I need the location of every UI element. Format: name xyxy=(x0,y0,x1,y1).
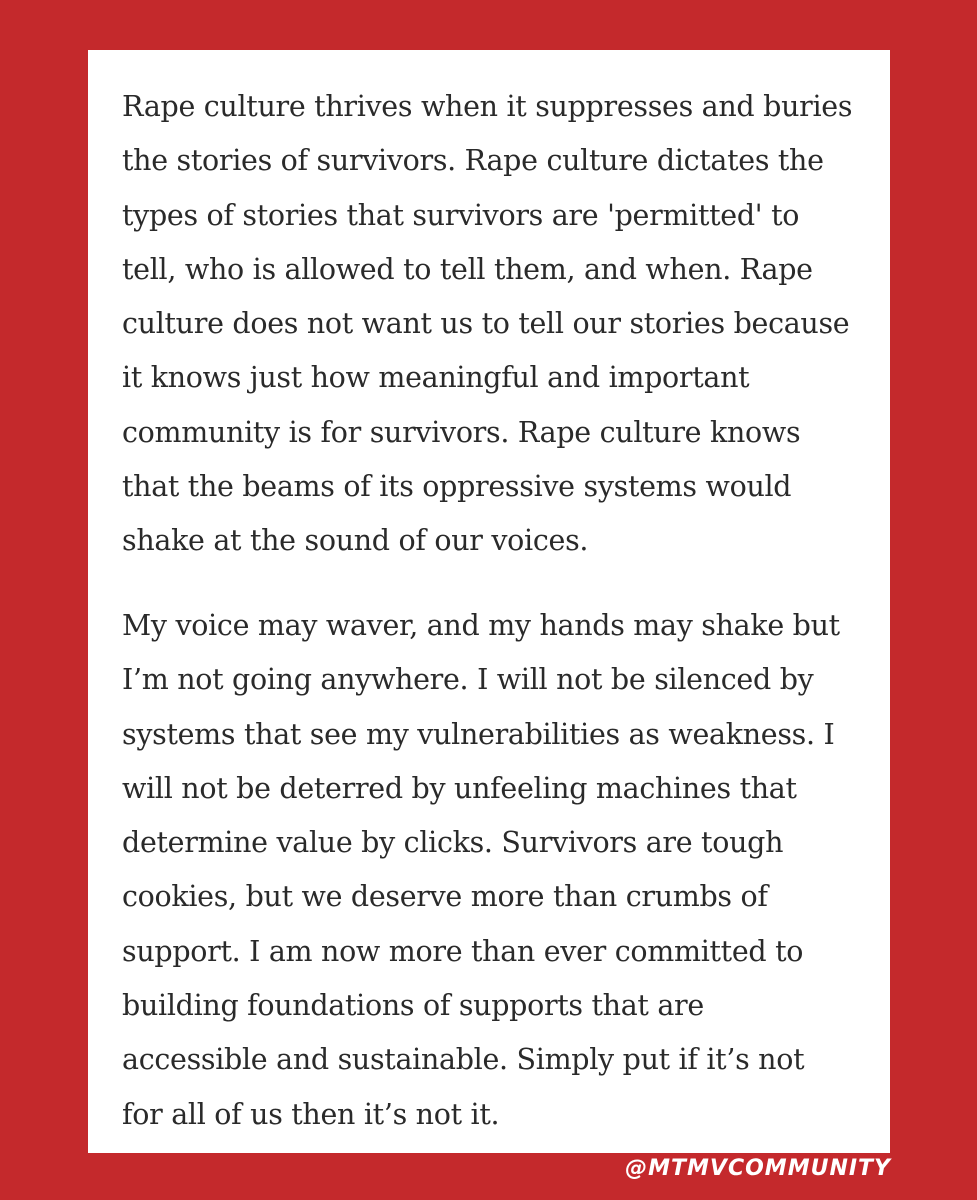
paragraph-line: My voice may waver, and my hands may shake but xyxy=(122,609,840,642)
paragraph-line: types of stories that survivors are 'permitted' to xyxy=(122,198,800,232)
paragraph-line: culture does not want us to tell our stories because xyxy=(122,307,850,341)
paragraph-line: tell, who is allowed to tell them, and when. Rape xyxy=(122,252,813,286)
paragraph-line: I’m not going anywhere. I will not be silenced by xyxy=(122,663,814,697)
account-handle: @MTMVCOMMUNITY xyxy=(625,1156,891,1181)
paragraph-1 xyxy=(122,80,867,569)
paragraph-line: will not be deterred by unfeeling machines that xyxy=(122,771,797,805)
paragraph-line: the stories of survivors. Rape culture dictates the xyxy=(122,144,824,178)
paragraph-line: for all of us then it’s not it. xyxy=(122,1097,500,1131)
paragraph-2 xyxy=(122,599,867,1142)
paragraph-line: it knows just how meaningful and important xyxy=(122,361,750,395)
paragraph-line: community is for survivors. Rape culture knows xyxy=(122,415,801,449)
paragraph-line: building foundations of supports that are xyxy=(122,989,704,1023)
paragraph-line: systems that see my vulnerabilities as weakness. I xyxy=(122,717,835,751)
paragraph-line: determine value by clicks. Survivors are tough xyxy=(122,826,784,860)
paragraph-line: that the beams of its oppressive systems would xyxy=(122,470,792,504)
paragraph-line: Rape culture thrives when it suppresses and buries xyxy=(122,90,853,123)
paragraph-line: cookies, but we deserve more than crumbs of xyxy=(122,880,768,914)
paragraph-line: shake at the sound of our voices. xyxy=(122,524,589,558)
paragraph-line: support. I am now more than ever committed to xyxy=(122,934,804,968)
paragraph-line: accessible and sustainable. Simply put if it’s not xyxy=(122,1043,805,1077)
